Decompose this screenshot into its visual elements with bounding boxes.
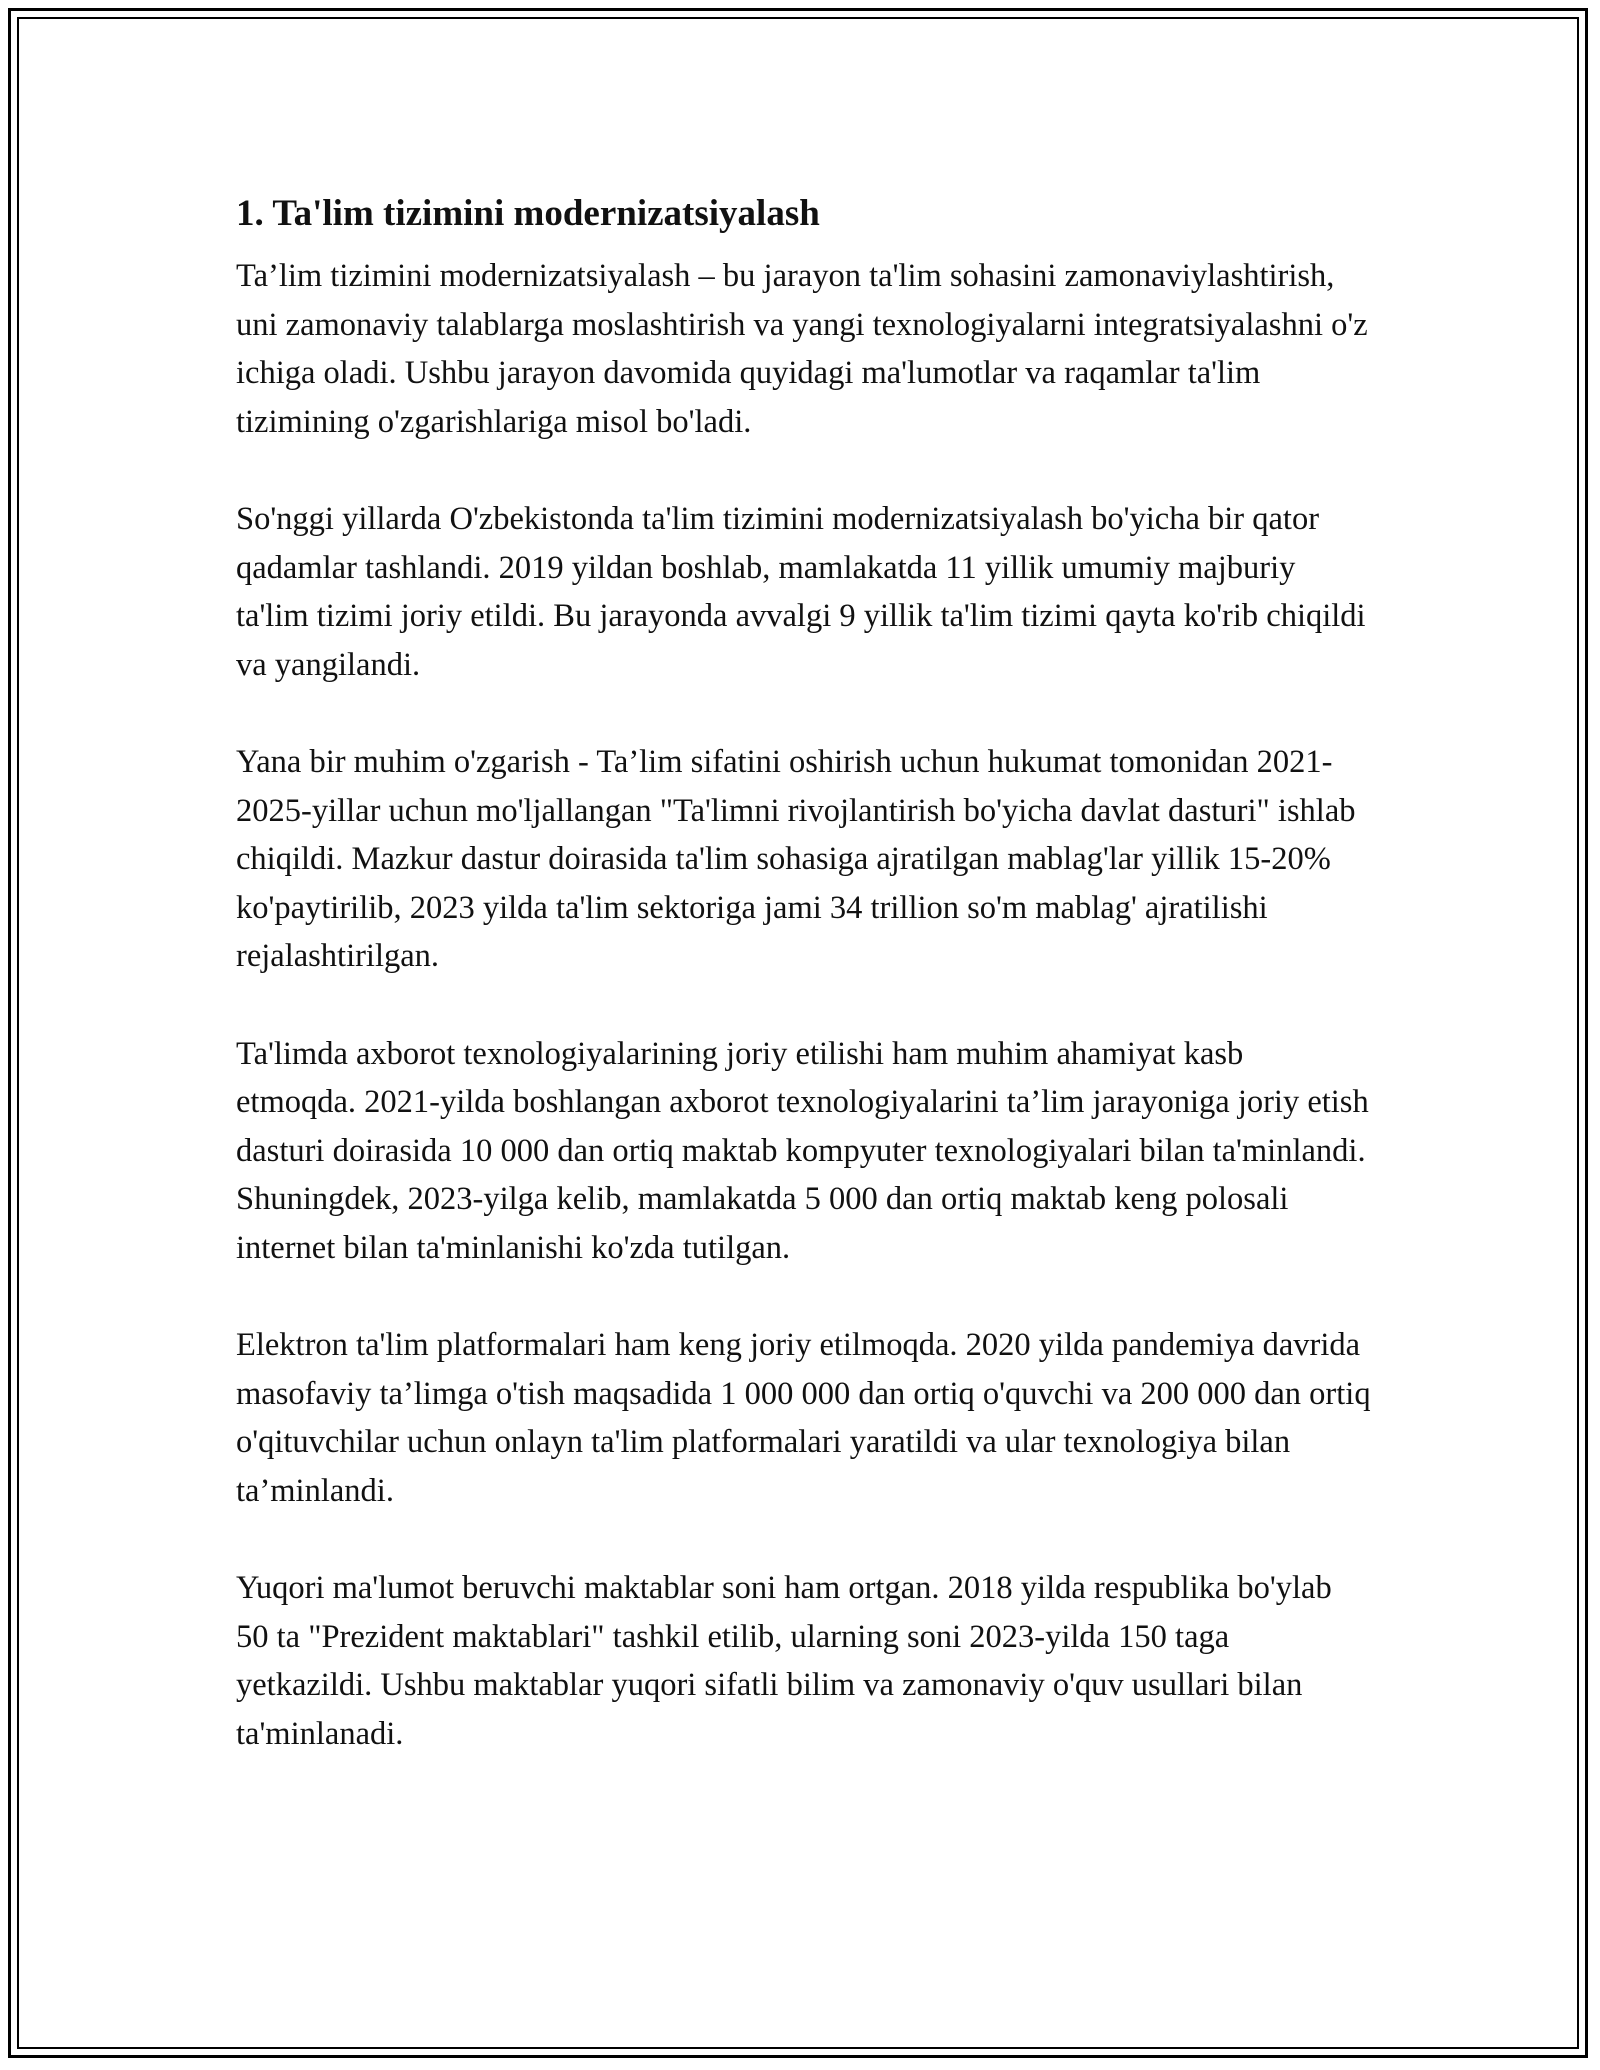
paragraph-compulsory-education: So'nggi yillarda O'zbekistonda ta'lim tizimini modernizatsiyalash bo'yicha bir qator qadamlar tashlandi. 2019 yildan boshlab, mamlakatda 11 yillik umumiy majburiy ta'lim tizimi joriy etildi. Bu jarayonda avvalgi 9 yillik ta'lim tizimi qayta ko'rib chiqildi va yangilandi. bbox=[236, 500, 1366, 683]
paragraph-state-program: Yana bir muhim o'zgarish - Ta’lim sifatini oshirish uchun hukumat tomonidan 2021-2025-yillar uchun mo'ljallangan "Ta'limni rivojlantirish bo'yicha davlat dasturi" ishlab chiqildi. Mazkur dastur doirasida ta'lim sohasiga ajratilgan mablag'lar yillik 15-20% ko'paytirilib, 2023 yilda ta'lim sektoriga jami 34 trillion so'm mablag' ajratilishi rejalashtirilgan. bbox=[236, 743, 1356, 975]
section-heading: 1. Ta'lim tizimini modernizatsiyalash bbox=[236, 193, 820, 234]
paragraph-e-learning: Elektron ta'lim platformalari ham keng joriy etilmoqda. 2020 yilda pandemiya davrida masofaviy ta’limga o'tish maqsadida 1 000 000 dan ortiq o'quvchi va 200 000 dan ortiq o'qituvchilar uchun onlayn ta'lim platformalari yaratildi va ular texnologiya bilan ta’minlandi. bbox=[236, 1327, 1371, 1509]
paragraph-it-adoption: Ta'limda axborot texnologiyalarining joriy etilishi ham muhim ahamiyat kasb etmoqda. 2021-yilda boshlangan axborot texnologiyalarini ta’lim jarayoniga joriy etish dasturi doirasida 10 000 dan ortiq maktab kompyuter texnologiyalari bilan ta'minlandi. Shuningdek, 2023-yilga kelib, mamlakatda 5 000 dan ortiq maktab keng polosali internet bilan ta'minlanishi ko'zda tutilgan. bbox=[236, 1035, 1369, 1266]
document-body bbox=[236, 186, 1371, 1758]
paragraph-intro: Ta’lim tizimini modernizatsiyalash – bu jarayon ta'lim sohasini zamonaviylashtirish, uni zamonaviy talablarga moslashtirish va yangi texnologiyalarni integratsiyalashni o'z ichiga oladi. Ushbu jarayon davomida quyidagi ma'lumotlar va raqamlar ta'lim tizimining o'zgarishlariga misol bo'ladi. bbox=[236, 258, 1368, 440]
paragraph-presidential-schools: Yuqori ma'lumot beruvchi maktablar soni ham ortgan. 2018 yilda respublika bo'ylab 50 ta "Prezident maktablari" tashkil etilib, ularning soni 2023-yilda 150 taga yetkazildi. Ushbu maktablar yuqori sifatli bilim va zamonaviy o'quv usullari bilan ta'minlanadi. bbox=[236, 1570, 1332, 1752]
